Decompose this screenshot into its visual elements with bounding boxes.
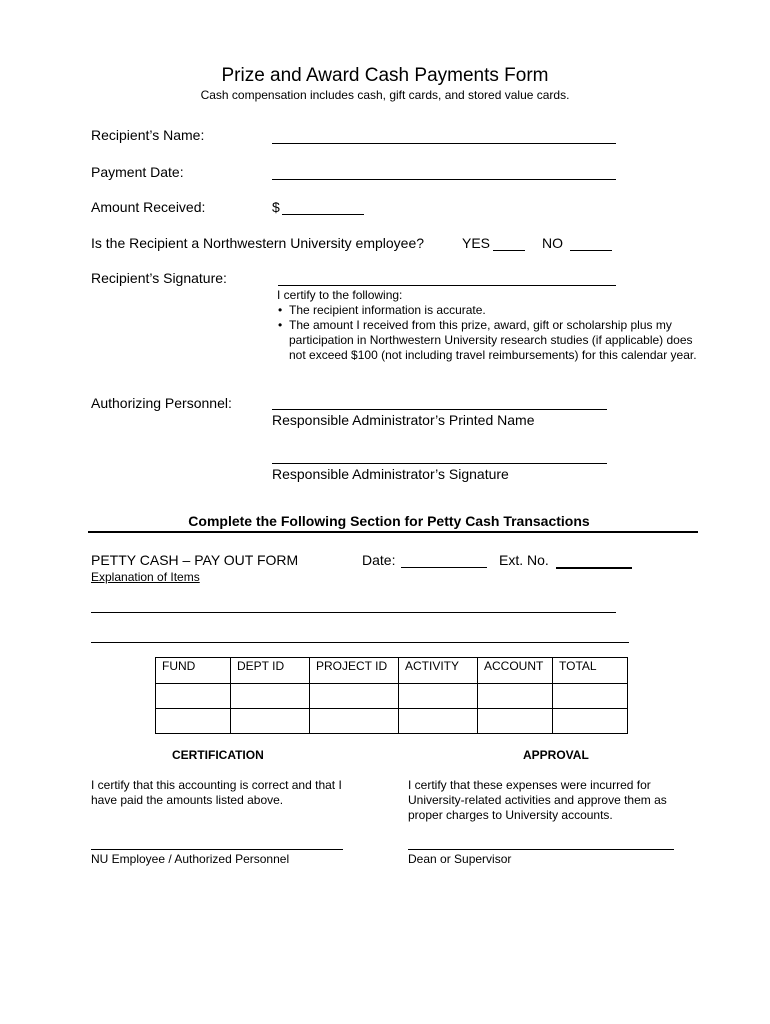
table-cell[interactable] <box>310 684 399 709</box>
form-title: Prize and Award Cash Payments Form <box>221 65 549 86</box>
table-cell[interactable] <box>156 684 231 709</box>
table-cell[interactable] <box>478 709 553 734</box>
amount-received-field[interactable] <box>282 214 364 215</box>
recipient-name-label: Recipient’s Name: <box>91 127 205 143</box>
bullet-icon: • <box>278 318 283 332</box>
table-cell[interactable] <box>156 709 231 734</box>
table-cell[interactable] <box>478 684 553 709</box>
header-total: TOTAL <box>553 658 628 684</box>
table-cell[interactable] <box>231 684 310 709</box>
header-dept-id: DEPT ID <box>231 658 310 684</box>
explanation-line-2[interactable] <box>91 642 629 643</box>
explanation-label: Explanation of Items <box>91 570 200 584</box>
bullet-icon: • <box>278 303 283 317</box>
certification-intro: I certify to the following: <box>277 288 403 302</box>
supervisor-signature-field[interactable] <box>408 849 674 850</box>
petty-cash-section-heading: Complete the Following Section for Petty Cash Transactions <box>188 513 590 529</box>
recipient-name-field[interactable] <box>272 143 616 144</box>
amount-received-label: Amount Received: <box>91 199 206 215</box>
printed-name-field[interactable] <box>272 409 607 410</box>
table-cell[interactable] <box>399 709 478 734</box>
yes-label: YES <box>462 235 491 251</box>
table-row <box>156 684 628 709</box>
administrator-signature-field[interactable] <box>272 463 607 464</box>
payment-date-label: Payment Date: <box>91 164 184 180</box>
section-divider <box>88 531 698 533</box>
table-cell[interactable] <box>553 684 628 709</box>
supervisor-signature-caption: Dean or Supervisor <box>408 852 512 866</box>
yes-field[interactable] <box>493 250 525 251</box>
header-activity: ACTIVITY <box>399 658 478 684</box>
recipient-signature-field[interactable] <box>278 285 616 286</box>
approval-text: I certify that these expenses were incurred for University-related activities and approve them as proper charges to University accounts. <box>408 778 667 822</box>
no-label: NO <box>542 235 563 251</box>
payment-date-field[interactable] <box>272 179 616 180</box>
approval-heading: APPROVAL <box>523 748 589 762</box>
table-cell[interactable] <box>399 684 478 709</box>
accounting-table <box>155 657 628 734</box>
date-label: Date: <box>362 552 396 568</box>
certification-list <box>277 303 697 363</box>
table-row <box>156 709 628 734</box>
employee-signature-field[interactable] <box>91 849 343 850</box>
recipient-signature-label: Recipient’s Signature: <box>91 270 227 286</box>
ext-no-field[interactable] <box>556 567 632 569</box>
recipient-certification <box>277 288 697 363</box>
explanation-line-1[interactable] <box>91 612 616 613</box>
date-field[interactable] <box>401 567 487 568</box>
certification-heading: CERTIFICATION <box>172 748 264 762</box>
employee-question: Is the Recipient a Northwestern University employee? <box>91 235 425 251</box>
no-field[interactable] <box>570 250 612 251</box>
dollar-sign: $ <box>272 199 280 215</box>
certification-item-text: The recipient information is accurate. <box>289 303 486 317</box>
header-account: ACCOUNT <box>478 658 553 684</box>
table-cell[interactable] <box>231 709 310 734</box>
header-project-id: PROJECT ID <box>310 658 399 684</box>
authorizing-personnel-label: Authorizing Personnel: <box>91 395 232 411</box>
certification-item-text: The amount I received from this prize, award, gift or scholarship plus my participation in Northwestern University research studies (if applicable) does not exceed $100 (not including travel reimbursements) for this calendar year. <box>289 318 697 362</box>
certification-item <box>278 318 697 363</box>
table-cell[interactable] <box>310 709 399 734</box>
administrator-signature-caption: Responsible Administrator’s Signature <box>272 466 509 482</box>
petty-cash-form-title: PETTY CASH – PAY OUT FORM <box>91 552 299 568</box>
header-fund: FUND <box>156 658 231 684</box>
ext-no-label: Ext. No. <box>499 552 549 568</box>
form-subtitle: Cash compensation includes cash, gift cards, and stored value cards. <box>200 88 570 102</box>
certification-text: I certify that this accounting is correct and that I have paid the amounts listed above. <box>91 778 342 807</box>
employee-signature-caption: NU Employee / Authorized Personnel <box>91 852 290 866</box>
table-header-row <box>156 658 628 684</box>
certification-item <box>278 303 697 318</box>
table-cell[interactable] <box>553 709 628 734</box>
printed-name-caption: Responsible Administrator’s Printed Name <box>272 412 535 428</box>
